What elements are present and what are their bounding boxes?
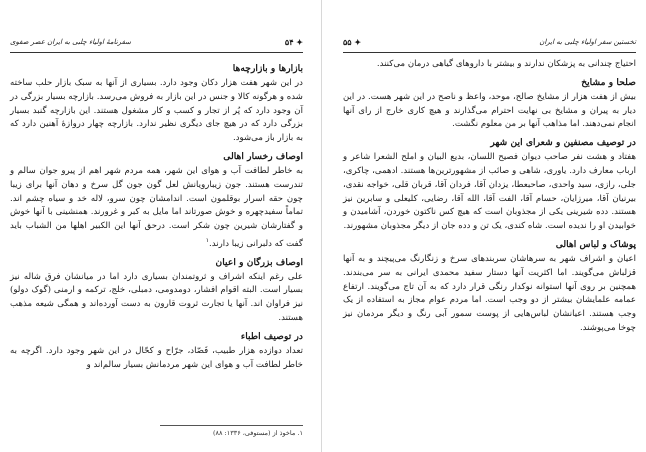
left-page (0, 0, 313, 452)
page-marker-icon: ✦ (354, 37, 362, 47)
left-running-title: سفرنامهٔ اولیاء چلبی به ایران عصر صفوی (10, 38, 132, 46)
section-paragraph: علی رغم اینکه اشراف و ثروتمندان بسیاری دارد اما در میانشان فرق شاله نیز بسیار است. البته اقوام افشار، دومدومی، دمبلی، خلج، ترکمه و ارمنی (گوک دولو) نیز فراوان اند. آنها یا تجارت ثروت قارون به دست آورده‌اند و همگی شیعه مذهب هستند. (10, 271, 303, 324)
section-paragraph: اعیان و اشراف شهر به سرهاشان سربندهای سرخ و زنگارنگ می‌پیچند و به آنها قزلباش می‌گویند. اما اکثریت آنها دستار سفید محمدی ایرانی به سر می‌بندند. همچنین بر روی آنها استوانه نوکدار رنگی قرار دارد که به آن تاج می‌گویند. ارتفاع عمامه علمایشان بیشتر از دو وجب است. اما مردم عوام مجاز به استفاده از یک وجب هستند. اعیانشان لباس‌هایی از پوست سمور آبی رنگ و دیگر مردمان نیز چوخا می‌پوشند. (343, 253, 636, 333)
section-paragraph: هفتاد و هشت نفر صاحب دیوان فصیح اللسان، بدیع البیان و املح الشعرا شاعر و ارباب معارف دارد. یاوری، شاهی و صائب از مشهورترین‌ها هستند. ادهمی، چاکری، جلی، رازی، سید واحدی، صاحبعطا، یزدان آقا، فردان آقا، قربان قلی، خواجه نقدی، بیرنیان آقا، میرزایان، حسام آقا، الفت آقا، الله آقا، رضایی، کلیعلی و سابرین نیز هستند. دده شیرینی یکی از مجذوبان است که هیچ کس ناکتون خوردن، آشامیدن و خوابیدن او را ندیده است. شاه کندی، یک تن و دده جان از دیگر مجذوبان مشهورند. (343, 152, 636, 232)
right-running-title: تخستین سفر اولیاء چلبی به ایران (539, 38, 636, 46)
footnote-rule (160, 425, 303, 426)
header-rule (10, 52, 303, 53)
left-page-number: ✦ ۵۴ (284, 37, 303, 47)
section-paragraph: در این شهر هفت هزار دکان وجود دارد. بسیاری از آنها به سبک بازار حلب ساخته شده و هرگونه کالا و جنس در این بازار به فروش می‌رسد. بازارچه بسیار بزرگی در آن وجود دارد که پُر از تجار و کسب و کار مشغول هستند. این بازارچه گنبد بسیار بزرگی دارد که در هیچ جای دیگری نظیر ندارد. بازارچه چهار دروازهٔ آهنین دارد که به بازار باز می‌شود. (10, 78, 303, 144)
section-heading: پوشاک و لباس اهالی (555, 238, 636, 250)
section-heading: اوصاف رخسار اهالی (223, 150, 303, 162)
intro-paragraph: احتیاج چندانی به پزشکان ندارند و بیشتر با داروهای گیاهی درمان می‌کنند. (376, 59, 636, 69)
header-rule (343, 52, 636, 53)
left-page-header (10, 38, 303, 52)
right-page-body (343, 58, 636, 336)
section-paragraph: بیش از هفت هزار از مشایخ صالح، موحد، واعظ و ناصح در این شهر هست. در این دیار به پیران و مشایخ بی نهایت احترام می‌گذارند و هیچ کاری خارج از رای آنها انجام نمی‌دهند. اما مذاهب آنها بر من معلوم نگشت. (343, 91, 636, 130)
section-heading: اوصاف بزرگان و اعیان (215, 256, 303, 268)
section-heading: در توصیف مصنفین و شعرای این شهر (490, 137, 636, 149)
left-page-body (10, 58, 303, 372)
right-page-number: ✦ ۵۵ (343, 37, 362, 47)
section-paragraph: به خاطر لطافت آب و هوای این شهر، همه مردم شهر اهم از پیرو جوان سالم و تندرست هستند. جون زیبارویانش لعل گون جون گل سرخ و دهان آنها برای زیبا چون حقه اسرار بوقلمون است. اندامشان چون سرو، لاله خد و سیاه چشم اند. تماماً سفیدچهره و خوش صورتاند اما مایل به کبر و غرورند. همنشینی با آنها خوش و گفتارشان شیرین چون شکر است. درحق آنها این الکبیر اهلها من الشباب باید گفت که دلبرانی زیبا دارند.$^۱$ (10, 165, 303, 249)
page-marker-icon: ✦ (296, 37, 303, 47)
footnote: ۱. ماخوذ از (مستوفی، ۱۳۳۶: ۸۸) (212, 429, 303, 437)
right-page (333, 0, 646, 452)
section-heading: صلحا و مشایخ (581, 76, 636, 88)
section-heading: در توصیف اطباء (240, 330, 303, 342)
right-page-header (343, 38, 636, 52)
section-heading: بازارها و بازارچه‌ها (232, 63, 303, 74)
section-paragraph: تعداد دوازده هزار طبیب، فَصّاد، جرّاح و کحّال در این شهر وجود دارد. اگرچه به خاطر لطافت آب و هوای این شهر مردمانش بسیار سالم‌اند و (10, 345, 303, 370)
page-gutter (321, 0, 322, 452)
footnote-reference[interactable]: ۱ (205, 236, 210, 244)
